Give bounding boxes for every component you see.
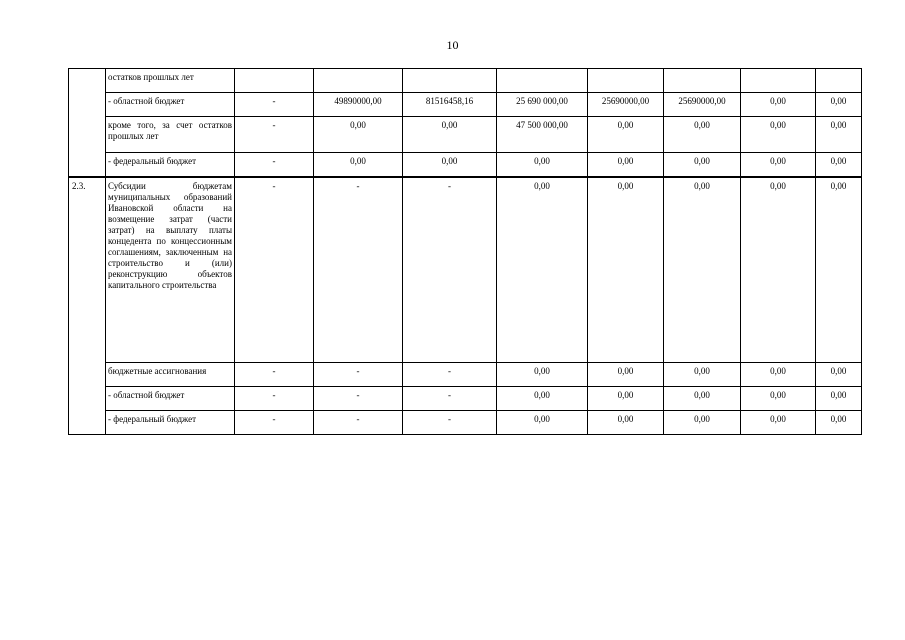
table-row bbox=[69, 177, 862, 363]
value-cell: 0,00 bbox=[588, 363, 664, 387]
value-cell: 25690000,00 bbox=[664, 93, 741, 117]
row-name-cell: Субсидии бюджетам муниципальных образований Ивановской области на возмещение затрат (части затрат) на выплату платы концедента по концессионным соглашениям, заключенным на строительство и (или) реконструкцию объектов капитального строительства bbox=[106, 177, 235, 363]
value-cell: 0,00 bbox=[741, 117, 816, 153]
value-cell bbox=[664, 69, 741, 93]
value-cell: 25690000,00 bbox=[588, 93, 664, 117]
value-cell: 47 500 000,00 bbox=[497, 117, 588, 153]
table-row bbox=[69, 117, 862, 153]
row-name-cell: - областной бюджет bbox=[106, 93, 235, 117]
value-cell: 0,00 bbox=[497, 153, 588, 177]
value-cell: - bbox=[235, 387, 314, 411]
value-cell: 0,00 bbox=[741, 387, 816, 411]
value-cell: 0,00 bbox=[314, 117, 403, 153]
value-cell: - bbox=[314, 387, 403, 411]
table-row bbox=[69, 69, 862, 93]
value-cell: 0,00 bbox=[741, 177, 816, 363]
value-cell: 0,00 bbox=[816, 117, 862, 153]
value-cell: 0,00 bbox=[497, 177, 588, 363]
row-number-cell bbox=[69, 69, 106, 177]
value-cell: - bbox=[403, 177, 497, 363]
table-row bbox=[69, 363, 862, 387]
page-number: 10 bbox=[446, 38, 459, 52]
value-cell bbox=[588, 69, 664, 93]
value-cell: 25 690 000,00 bbox=[497, 93, 588, 117]
row-name-cell: - федеральный бюджет bbox=[106, 153, 235, 177]
value-cell: - bbox=[235, 117, 314, 153]
value-cell: 0,00 bbox=[588, 387, 664, 411]
value-cell: - bbox=[314, 411, 403, 435]
value-cell: 0,00 bbox=[741, 153, 816, 177]
table-row bbox=[69, 153, 862, 177]
value-cell: 0,00 bbox=[741, 363, 816, 387]
value-cell bbox=[816, 69, 862, 93]
value-cell bbox=[741, 69, 816, 93]
value-cell: 0,00 bbox=[664, 411, 741, 435]
value-cell: 0,00 bbox=[664, 363, 741, 387]
value-cell: 0,00 bbox=[664, 117, 741, 153]
value-cell: - bbox=[235, 411, 314, 435]
value-cell: - bbox=[314, 177, 403, 363]
value-cell bbox=[235, 69, 314, 93]
value-cell: - bbox=[235, 177, 314, 363]
value-cell: 0,00 bbox=[588, 177, 664, 363]
table-row bbox=[69, 387, 862, 411]
value-cell: 0,00 bbox=[664, 177, 741, 363]
value-cell: 0,00 bbox=[741, 93, 816, 117]
value-cell: 0,00 bbox=[816, 177, 862, 363]
value-cell: - bbox=[235, 363, 314, 387]
value-cell: 0,00 bbox=[497, 387, 588, 411]
value-cell: - bbox=[314, 363, 403, 387]
value-cell: 0,00 bbox=[741, 411, 816, 435]
value-cell: 0,00 bbox=[588, 117, 664, 153]
value-cell: 0,00 bbox=[816, 93, 862, 117]
value-cell: 0,00 bbox=[816, 411, 862, 435]
row-number-cell: 2.3. bbox=[69, 177, 106, 435]
value-cell: - bbox=[403, 411, 497, 435]
value-cell: 0,00 bbox=[497, 411, 588, 435]
value-cell: 0,00 bbox=[314, 153, 403, 177]
value-cell bbox=[497, 69, 588, 93]
table-row bbox=[69, 93, 862, 117]
value-cell: 0,00 bbox=[664, 153, 741, 177]
value-cell: 0,00 bbox=[816, 153, 862, 177]
row-name-cell: кроме того, за счет остатков прошлых лет bbox=[106, 117, 235, 153]
value-cell: 0,00 bbox=[588, 411, 664, 435]
row-name-cell: - федеральный бюджет bbox=[106, 411, 235, 435]
row-name-cell: остатков прошлых лет bbox=[106, 69, 235, 93]
budget-table bbox=[68, 68, 862, 435]
value-cell: 81516458,16 bbox=[403, 93, 497, 117]
value-cell: 0,00 bbox=[816, 387, 862, 411]
table-row bbox=[69, 411, 862, 435]
value-cell: 0,00 bbox=[816, 363, 862, 387]
value-cell: - bbox=[403, 363, 497, 387]
value-cell: 0,00 bbox=[403, 117, 497, 153]
value-cell: 0,00 bbox=[664, 387, 741, 411]
value-cell bbox=[314, 69, 403, 93]
row-name-cell: бюджетные ассигнования bbox=[106, 363, 235, 387]
value-cell: - bbox=[403, 387, 497, 411]
value-cell: - bbox=[235, 93, 314, 117]
value-cell: - bbox=[235, 153, 314, 177]
value-cell: 0,00 bbox=[588, 153, 664, 177]
value-cell: 0,00 bbox=[497, 363, 588, 387]
row-name-cell: - областной бюджет bbox=[106, 387, 235, 411]
value-cell: 0,00 bbox=[403, 153, 497, 177]
value-cell: 49890000,00 bbox=[314, 93, 403, 117]
value-cell bbox=[403, 69, 497, 93]
